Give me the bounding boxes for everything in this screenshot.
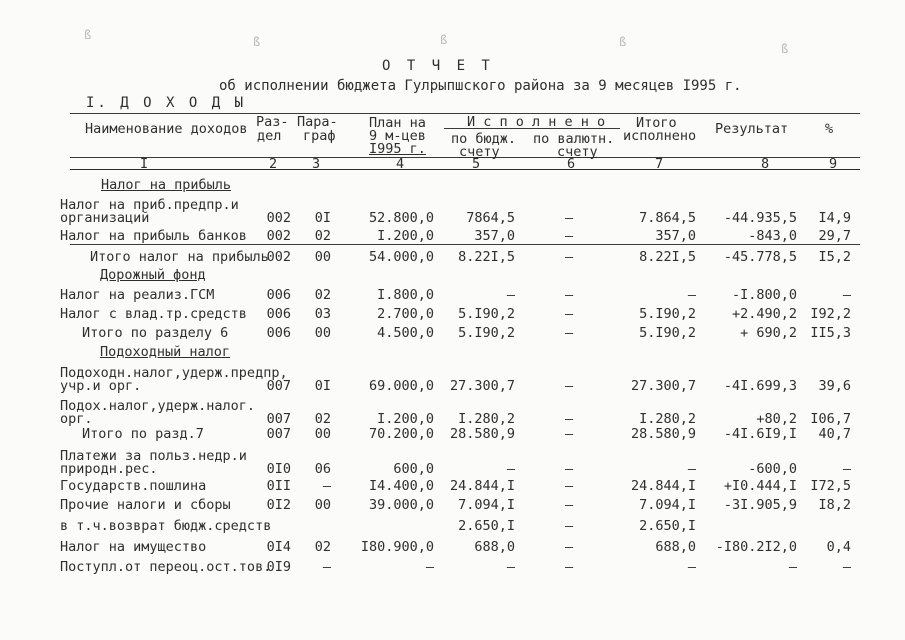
- report-title: О Т Ч Е Т: [382, 58, 494, 74]
- row-pct: 0,4: [826, 539, 851, 555]
- row-name: Налог с влад.тр.средств: [60, 306, 247, 322]
- row-name: Прочие налоги и сборы: [60, 497, 231, 513]
- row-plan: –: [425, 559, 434, 575]
- row-total: –: [687, 559, 696, 575]
- row-result: +I0.444,I: [723, 478, 797, 494]
- row-pct: –: [842, 559, 851, 575]
- row-par: 00: [314, 497, 331, 513]
- row-total: 2.650,I: [639, 518, 696, 534]
- row-pct: II5,3: [810, 325, 851, 341]
- header-itogo-1: Итого: [636, 115, 677, 131]
- row-budget: I.280,2: [458, 411, 515, 427]
- row-par: 06: [314, 461, 331, 477]
- header-budget-2: счету: [459, 144, 500, 160]
- row-razdel: 006: [266, 287, 291, 303]
- section-title: I. Д О Х О Д Ы: [86, 95, 247, 111]
- row-result: -3I.905,9: [723, 497, 797, 513]
- header-razdel-2: дел: [257, 128, 282, 144]
- row-result: -4I.699,3: [723, 378, 797, 394]
- row-plan: 2.700,0: [377, 306, 434, 322]
- row-budget: 7.094,I: [458, 497, 515, 513]
- row-name: Поступл.от переоц.ост.тов.: [60, 559, 272, 575]
- row-result: +2.490,2: [731, 306, 797, 322]
- row-cur: –: [565, 287, 574, 303]
- row-pct: I06,7: [810, 411, 851, 427]
- page-mark: ß: [440, 33, 448, 47]
- row-result: -45.778,5: [723, 249, 797, 265]
- row-budget: 28.580,9: [449, 426, 515, 442]
- colnum: 7: [655, 156, 664, 172]
- row-par: –: [322, 559, 331, 575]
- row-par: 02: [314, 411, 331, 427]
- row-budget: 24.844,I: [449, 478, 515, 494]
- row-pct: I5,2: [818, 249, 851, 265]
- colnum: 8: [761, 156, 770, 172]
- row-razdel: 007: [266, 426, 291, 442]
- row-total: 688,0: [655, 539, 696, 555]
- row-plan: 39.000,0: [368, 497, 434, 513]
- row-name: Налог на приб.предпр.и: [60, 197, 239, 213]
- row-cur: –: [565, 539, 574, 555]
- colnum: 6: [567, 156, 576, 172]
- row-total: –: [687, 461, 696, 477]
- row-par: 02: [314, 539, 331, 555]
- row-razdel: 0I0: [266, 461, 291, 477]
- row-budget: 688,0: [474, 539, 515, 555]
- row-budget: –: [506, 461, 515, 477]
- row-name: Государств.пошлина: [60, 478, 207, 494]
- row-plan: I80.900,0: [360, 539, 434, 555]
- row-budget: 357,0: [474, 228, 515, 244]
- row-razdel: 007: [266, 411, 291, 427]
- row-plan: 54.000,0: [368, 249, 434, 265]
- row-par: 03: [314, 306, 331, 322]
- row-cur: –: [565, 249, 574, 265]
- row-cur: –: [565, 378, 574, 394]
- row-cur: –: [565, 306, 574, 322]
- row-razdel: 002: [266, 210, 291, 226]
- colnum: 5: [472, 156, 481, 172]
- group-heading: Подоходный налог: [100, 344, 231, 360]
- row-plan: 69.000,0: [368, 378, 434, 394]
- colnum-rule: [70, 169, 860, 170]
- row-pct: 39,6: [818, 378, 851, 394]
- header-plan-2: 9 м-цев: [369, 128, 426, 144]
- row-plan: 600,0: [393, 461, 434, 477]
- row-result: -I.800,0: [731, 287, 797, 303]
- row-result: -600,0: [748, 461, 797, 477]
- row-name: организаций: [60, 210, 150, 226]
- row-cur: –: [565, 426, 574, 442]
- row-result: –: [788, 559, 797, 575]
- row-total: 5.I90,2: [639, 325, 696, 341]
- row-pct: I92,2: [810, 306, 851, 322]
- row-razdel: 002: [266, 228, 291, 244]
- colnum: 2: [269, 156, 278, 172]
- header-top-rule: [70, 113, 860, 114]
- colnum: I: [140, 156, 149, 172]
- row-cur: –: [565, 411, 574, 427]
- row-pct: I72,5: [810, 478, 851, 494]
- row-name: орг.: [60, 411, 93, 427]
- header-currency-2: счету: [557, 144, 598, 160]
- row-plan: 70.200,0: [368, 426, 434, 442]
- row-budget: 2.650,I: [458, 518, 515, 534]
- header-currency-1: по валютн.: [533, 131, 615, 147]
- row-budget: 8.22I,5: [458, 249, 515, 265]
- row-result: +80,2: [756, 411, 797, 427]
- row-name: природн.рес.: [60, 461, 158, 477]
- row-par: 0I: [314, 378, 331, 394]
- row-total: 28.580,9: [630, 426, 696, 442]
- colnum: 9: [829, 156, 838, 172]
- row-par: 02: [314, 228, 331, 244]
- row-budget: 5.I90,2: [458, 306, 515, 322]
- header-plan-1: План на: [369, 115, 426, 131]
- row-name: учр.и орг.: [60, 378, 142, 394]
- row-total: 27.300,7: [630, 378, 696, 394]
- row-divider: [70, 244, 860, 245]
- row-result: -843,0: [748, 228, 797, 244]
- row-pct: 29,7: [818, 228, 851, 244]
- row-razdel: 007: [266, 378, 291, 394]
- row-budget: –: [506, 559, 515, 575]
- row-par: 00: [314, 426, 331, 442]
- row-plan: 52.800,0: [368, 210, 434, 226]
- group-heading: Дорожный фонд: [100, 267, 206, 283]
- page-mark: ß: [619, 35, 627, 49]
- report-subtitle: об исполнении бюджета Гулрыпшского района за 9 месяцев I995 г.: [219, 78, 742, 94]
- row-result: -4I.6I9,I: [723, 426, 797, 442]
- row-cur: –: [565, 325, 574, 341]
- row-name: Подох.налог,удерж.налог.: [60, 398, 256, 414]
- row-total: 7.864,5: [639, 210, 696, 226]
- row-cur: –: [565, 461, 574, 477]
- header-percent: %: [825, 121, 834, 137]
- page-mark: ß: [253, 35, 261, 49]
- row-total: 8.22I,5: [639, 249, 696, 265]
- row-cur: –: [565, 478, 574, 494]
- row-razdel: 0I9: [266, 559, 291, 575]
- row-razdel: 006: [266, 325, 291, 341]
- row-pct: I4,9: [818, 210, 851, 226]
- row-cur: –: [565, 559, 574, 575]
- row-result: -I80.2I2,0: [715, 539, 797, 555]
- row-plan: I4.400,0: [368, 478, 434, 494]
- row-name: Налог на прибыль банков: [60, 228, 247, 244]
- row-total: 5.I90,2: [639, 306, 696, 322]
- header-result: Результат: [715, 121, 789, 137]
- row-name: Итого по разд.7: [82, 426, 204, 442]
- row-plan: 4.500,0: [377, 325, 434, 341]
- row-total: I.280,2: [639, 411, 696, 427]
- row-par: –: [322, 478, 331, 494]
- row-budget: 5.I90,2: [458, 325, 515, 341]
- row-plan: I.800,0: [377, 287, 434, 303]
- row-par: 02: [314, 287, 331, 303]
- header-razdel-1: Раз-: [256, 114, 289, 130]
- row-name: Подоходн.налог,удерж.предпр,: [60, 365, 288, 381]
- row-par: 00: [314, 325, 331, 341]
- row-name: Итого по разделу 6: [82, 325, 229, 341]
- row-name: Налог на имущество: [60, 539, 207, 555]
- row-total: 24.844,I: [630, 478, 696, 494]
- row-total: 7.094,I: [639, 497, 696, 513]
- row-total: 357,0: [655, 228, 696, 244]
- row-razdel: 0I4: [266, 539, 291, 555]
- header-budget-1: по бюдж.: [451, 131, 517, 147]
- row-cur: –: [565, 497, 574, 513]
- row-pct: 40,7: [818, 426, 851, 442]
- row-result: -44.935,5: [723, 210, 797, 226]
- row-name: Платежи за польз.недр.и: [60, 448, 247, 464]
- row-cur: –: [565, 210, 574, 226]
- header-paragraf-1: Пара-: [297, 114, 338, 130]
- row-razdel: 0I2: [266, 497, 291, 513]
- row-par: 0I: [314, 210, 331, 226]
- row-budget: –: [506, 287, 515, 303]
- header-plan-3: I995 г.: [369, 141, 426, 157]
- page-mark: ß: [781, 42, 789, 56]
- header-paragraf-2: граф: [303, 128, 336, 144]
- colnum: 4: [396, 156, 405, 172]
- row-name: в т.ч.возврат бюдж.средств: [60, 518, 272, 534]
- row-name: Итого налог на прибыль: [90, 249, 269, 265]
- row-razdel: 002: [266, 249, 291, 265]
- group-heading: Налог на прибыль: [101, 177, 232, 193]
- row-total: –: [687, 287, 696, 303]
- colnum: 3: [312, 156, 321, 172]
- row-plan: I.200,0: [377, 411, 434, 427]
- row-cur: –: [565, 518, 574, 534]
- row-razdel: 006: [266, 306, 291, 322]
- row-plan: I.200,0: [377, 228, 434, 244]
- row-pct: –: [842, 287, 851, 303]
- row-pct: I8,2: [818, 497, 851, 513]
- row-cur: –: [565, 228, 574, 244]
- row-budget: 27.300,7: [449, 378, 515, 394]
- header-itogo-2: исполнено: [623, 128, 697, 144]
- row-result: + 690,2: [740, 325, 797, 341]
- row-name: Налог на реализ.ГСМ: [60, 287, 215, 303]
- header-ispolneno: И с п о л н е н о: [467, 114, 606, 130]
- row-pct: –: [842, 461, 851, 477]
- row-par: 00: [314, 249, 331, 265]
- page-mark: ß: [84, 28, 92, 42]
- header-name: Наименование доходов: [85, 121, 248, 137]
- row-budget: 7864,5: [466, 210, 515, 226]
- row-razdel: 0II: [266, 478, 291, 494]
